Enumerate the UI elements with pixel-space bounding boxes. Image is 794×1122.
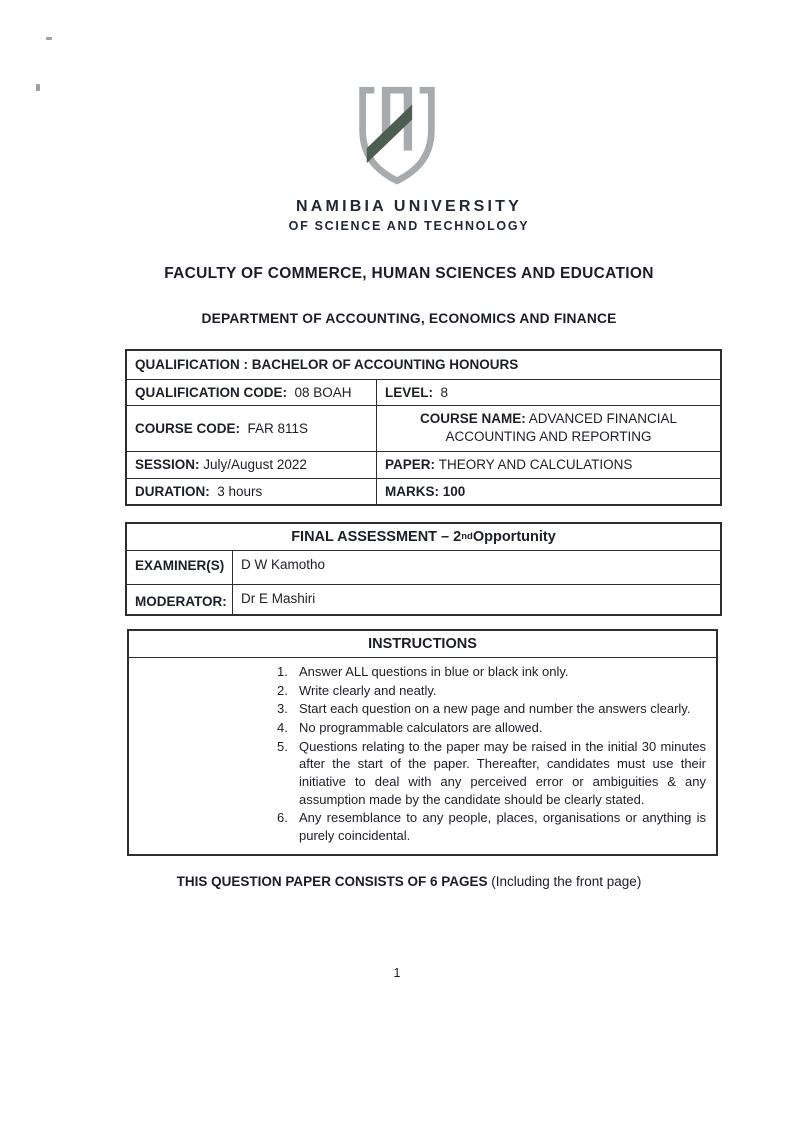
page-count-note xyxy=(24,874,794,889)
qualification-row xyxy=(127,351,720,379)
duration-cell xyxy=(127,479,376,504)
table-row xyxy=(127,478,720,504)
assessment-table xyxy=(125,522,722,616)
examiner-label: EXAMINER(S) xyxy=(135,558,225,573)
examiner-row xyxy=(127,550,720,584)
department-heading: DEPARTMENT OF ACCOUNTING, ECONOMICS AND FINANCE xyxy=(201,311,617,326)
table-row xyxy=(127,379,720,405)
item-number: 1. xyxy=(277,664,288,679)
course-info-table xyxy=(125,349,722,506)
cell-label: COURSE CODE: xyxy=(135,420,241,436)
qualification-text: QUALIFICATION : BACHELOR OF ACCOUNTING HONOURS xyxy=(135,357,519,373)
course-name-cell xyxy=(376,406,720,451)
table-row xyxy=(127,405,720,451)
moderator-row xyxy=(127,584,720,614)
cell-label: PAPER: xyxy=(385,457,436,473)
instructions-title: INSTRUCTIONS xyxy=(368,636,477,652)
cell-value: 8 xyxy=(433,384,449,400)
title-text: FINAL ASSESSMENT – 2 xyxy=(291,528,462,545)
cell-value: 08 BOAH xyxy=(287,384,352,400)
instruction-item xyxy=(277,809,706,844)
cell-value: FAR 811S xyxy=(240,420,309,436)
university-tagline: OF SCIENCE AND TECHNOLOGY xyxy=(288,219,530,233)
cell-label: QUALIFICATION CODE: xyxy=(135,384,287,400)
moderator-name: Dr E Mashiri xyxy=(241,591,316,606)
instruction-item xyxy=(277,682,706,700)
cell-value: THEORY AND CALCULATIONS xyxy=(435,457,633,473)
page-number: 1 xyxy=(393,966,401,980)
instruction-item xyxy=(277,738,706,809)
nust-shield-icon xyxy=(355,86,439,185)
item-text: Write clearly and neatly. xyxy=(299,682,437,698)
cell-value: July/August 2022 xyxy=(199,457,307,473)
examiner-name: D W Kamotho xyxy=(241,557,326,572)
instruction-item xyxy=(277,719,706,737)
qualification-code-cell xyxy=(127,380,376,405)
cell-label: COURSE NAME: xyxy=(419,411,526,426)
assessment-title-row xyxy=(127,524,720,550)
item-text: Answer ALL questions in blue or black ink only. xyxy=(299,664,569,679)
item-number: 6. xyxy=(277,810,288,826)
scan-speck xyxy=(46,37,52,40)
session-cell xyxy=(127,452,376,478)
page-count-regular: (Including the front page) xyxy=(487,874,642,889)
page-count-bold: THIS QUESTION PAPER CONSISTS OF 6 PAGES xyxy=(176,874,488,889)
cell-value: 100 xyxy=(439,483,466,499)
faculty-heading: FACULTY OF COMMERCE, HUMAN SCIENCES AND EDUCATION xyxy=(164,265,654,282)
item-number: 5. xyxy=(277,738,288,754)
cell-label: SESSION: xyxy=(135,457,200,473)
instructions-table xyxy=(127,629,718,856)
title-superscript: nd xyxy=(461,530,473,542)
cell-value: ADVANCED FINANCIAL ACCOUNTING AND REPORTING xyxy=(445,411,681,444)
level-cell xyxy=(376,380,720,405)
assessment-title xyxy=(127,524,720,550)
item-number: 3. xyxy=(277,701,288,717)
item-text: No programmable calculators are allowed. xyxy=(299,720,543,736)
table-row xyxy=(127,451,720,478)
cell-label: DURATION: xyxy=(135,483,210,499)
moderator-label: MODERATOR: xyxy=(135,594,227,609)
instructions-list xyxy=(129,657,716,854)
item-number: 2. xyxy=(277,682,288,698)
cell-label: MARKS: xyxy=(385,483,439,499)
cell-value: 3 hours xyxy=(209,483,263,499)
paper-cell xyxy=(376,452,720,478)
item-number: 4. xyxy=(277,720,288,736)
course-code-cell xyxy=(127,406,376,451)
cell-label: LEVEL: xyxy=(385,384,434,400)
marks-cell xyxy=(376,479,720,504)
item-text: Questions relating to the paper may be raised in the initial 30 minutes after the start of the paper. Thereafter, candidates must use their initiative to deal with any perceived error or ambiguities & any assumption made by the candidate should be clearly stated. xyxy=(299,738,706,807)
nust-logo xyxy=(0,86,794,190)
university-name: NAMIBIA UNIVERSITY xyxy=(296,198,522,215)
instruction-item xyxy=(277,663,706,681)
title-text: Opportunity xyxy=(472,528,556,545)
item-text: Start each question on a new page and number the answers clearly. xyxy=(299,701,691,717)
instruction-item xyxy=(277,700,706,718)
item-text: Any resemblance to any people, places, organisations or anything is purely coincidental. xyxy=(299,810,706,844)
